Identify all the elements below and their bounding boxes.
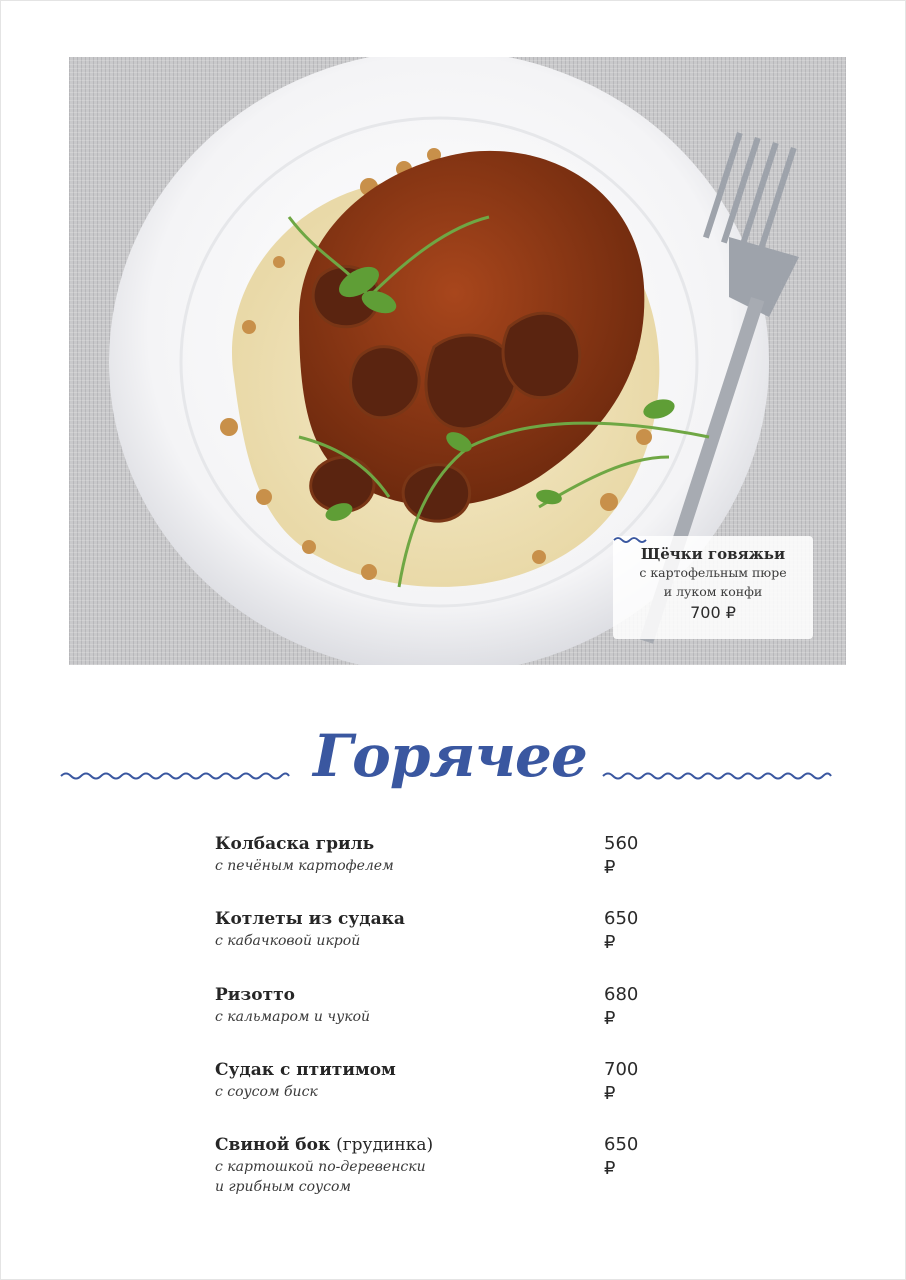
menu-item-price: 700 ₽ bbox=[604, 1059, 639, 1104]
section-title: Горячее bbox=[313, 722, 587, 790]
featured-dish-desc-1: с картофельным пюре bbox=[639, 565, 787, 580]
menu-item-name: Свиной бок (грудинка) bbox=[215, 1135, 434, 1155]
menu-item bbox=[215, 832, 639, 878]
menu-item bbox=[215, 1133, 639, 1197]
menu-item-desc: с кальмаром и чукой bbox=[215, 1009, 371, 1025]
menu-item-desc: с печёным картофелем bbox=[215, 858, 394, 874]
menu-item-name: Котлеты из судака bbox=[215, 909, 405, 929]
menu-item-name: Ризотто bbox=[215, 985, 295, 1005]
menu-item-desc-2: и грибным соусом bbox=[215, 1179, 352, 1195]
featured-dish-desc-2: и луком конфи bbox=[663, 584, 763, 599]
menu-item-desc: с кабачковой икрой bbox=[215, 933, 361, 949]
featured-dish-card bbox=[613, 536, 813, 639]
menu-item-price: 560 ₽ bbox=[604, 833, 639, 878]
dish-photo bbox=[69, 57, 846, 665]
menu-item bbox=[215, 907, 639, 953]
wave-divider-left bbox=[60, 770, 290, 782]
menu-item-name: Судак с птитимом bbox=[215, 1060, 396, 1080]
menu-item bbox=[215, 983, 639, 1029]
menu-item-price: 650 ₽ bbox=[604, 908, 639, 953]
menu-item bbox=[215, 1058, 639, 1104]
menu-item-name: Колбаска гриль bbox=[215, 834, 375, 854]
featured-dish-title: Щёчки говяжьи bbox=[640, 545, 786, 563]
featured-dish-price: 700 ₽ bbox=[690, 603, 736, 622]
menu-item-desc: с картошкой по-деревенски bbox=[215, 1159, 426, 1175]
wave-divider-right bbox=[602, 770, 832, 782]
menu-item-note: (грудинка) bbox=[336, 1135, 434, 1155]
wave-ornament-right bbox=[613, 536, 647, 544]
menu-item-desc: с соусом биск bbox=[215, 1084, 318, 1100]
menu-item-price: 680 ₽ bbox=[604, 984, 639, 1029]
featured-dish-price-row bbox=[613, 603, 813, 622]
menu-item-price: 650 ₽ bbox=[604, 1134, 639, 1179]
